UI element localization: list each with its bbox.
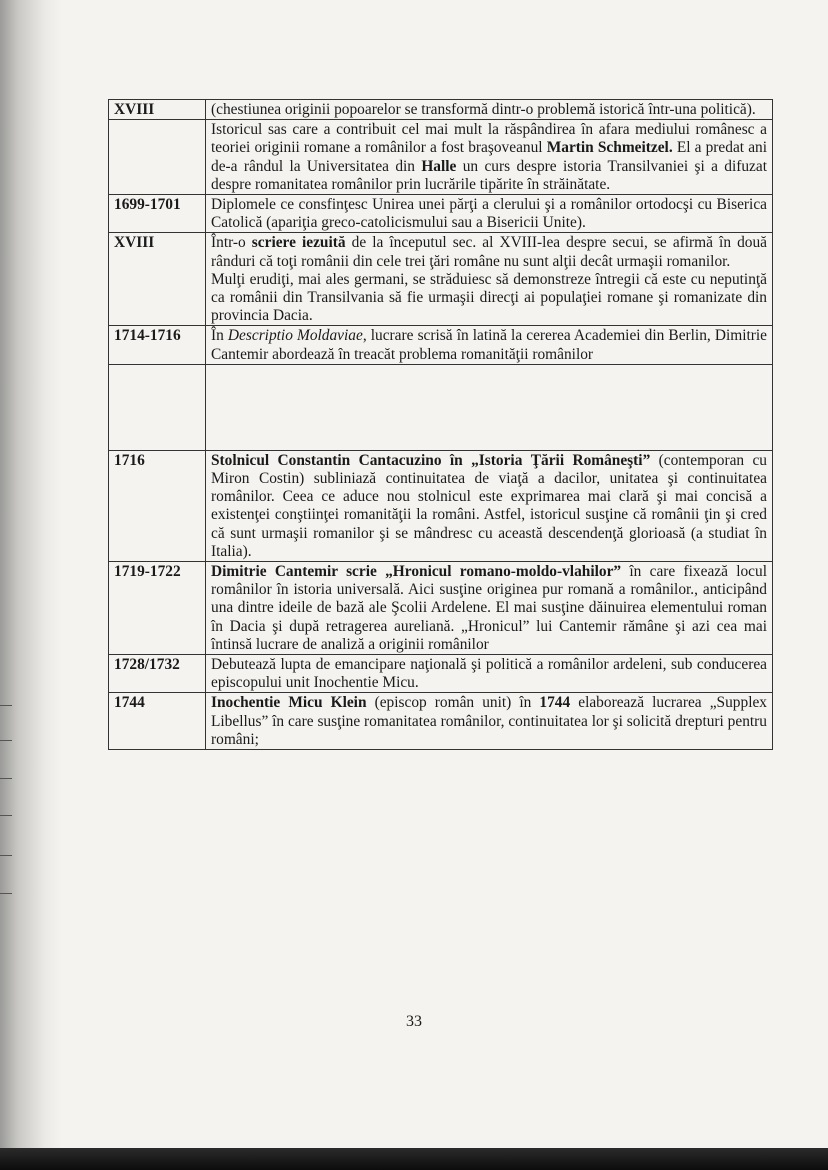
table-row <box>109 655 773 693</box>
year-cell: 1728/1732 <box>109 655 206 693</box>
year-cell: 1714-1716 <box>109 326 206 364</box>
text-cell: (chestiunea originii popoarelor se transformă dintr-o problemă istorică într-una politică). <box>206 100 773 120</box>
table-row <box>109 326 773 364</box>
year-cell: 1744 <box>109 693 206 750</box>
text-cell: Diplomele ce consfinţesc Unirea unei părţi a clerului şi a românilor ortodocşi cu Biserica Catolică (apariţia greco-catolicismului sau a Bisericii Unite). <box>206 195 773 233</box>
text-cell: Istoricul sas care a contribuit cel mai mult la răspândirea în afara mediului românesc a teoriei originii romane a românilor a fost braşoveanul Martin Schmeitzel. El a predat ani de-a rândul la Universitatea din Halle un curs despre istoria Transilvaniei şi a difuzat despre romanitatea românilor prin lucrările tipărite în străinătate. <box>206 120 773 195</box>
text-cell: Stolnicul Constantin Cantacuzino în „Istoria Ţării Româneşti” (contemporan cu Miron Costin) subliniază continuitatea de viaţă a dacilor, unitatea şi continuitatea românilor. Ceea ce aduce nou stolnicul este exprimarea mai clară şi mai concisă a existenţei conştiinţei romanităţii la români. Astfel, istoricul susţine că românii ţin şi cred că sunt urmaşii romanilor şi se mândresc cu această descendenţă glorioasă (a studiat în Italia). <box>206 450 773 561</box>
year-cell: 1716 <box>109 450 206 561</box>
binding-edge-mark <box>0 705 12 706</box>
table-row <box>109 233 773 326</box>
text-cell: În Descriptio Moldaviae, lucrare scrisă în latină la cererea Academiei din Berlin, Dimitrie Cantemir abordează în treacăt problema romanităţii românilor <box>206 326 773 364</box>
table-row <box>109 120 773 195</box>
table-row <box>109 693 773 750</box>
binding-edge-mark <box>0 855 12 856</box>
year-cell: 1699-1701 <box>109 195 206 233</box>
text-cell: Într-o scriere iezuită de la începutul sec. al XVIII-lea despre secui, se afirmă în două rânduri că toţi românii din cele trei ţări române nu sunt alţii decât urmaşii romanilor. Mulţi erudiţi, mai ales germani, se străduiesc să demonstreze întregii că este cu neputinţă ca românii din Transilvania să fie urmaşii direcţi ai populaţiei romane şi romanizate din provincia Dacia. <box>206 233 773 326</box>
text-cell: Dimitrie Cantemir scrie „Hronicul romano-moldo-vlahilor” în care fixează locul românilor în istoria universală. Aici susţine originea pur romană a românilor., anticipând una dintre ideile de bază ale Şcolii Ardelene. El mai susţine dăinuirea elementului roman în Dacia şi după retragerea aureliană. „Hronicul” lui Cantemir rămâne şi azi cea mai întinsă lucrare de analiză a originii românilor <box>206 562 773 655</box>
year-cell: XVIII <box>109 100 206 120</box>
text-cell: Inochentie Micu Klein (episcop român unit) în 1744 elaborează lucrarea „Supplex Libellus” în care susţine romanitatea românilor, continuitatea lor şi solicită drepturi pentru români; <box>206 693 773 750</box>
table-row <box>109 195 773 233</box>
binding-edge-mark <box>0 815 12 816</box>
table-row <box>109 100 773 120</box>
page-number: 33 <box>406 1013 422 1030</box>
table-row <box>109 364 773 450</box>
table-row <box>109 562 773 655</box>
text-cell: Debutează lupta de emancipare naţională şi politică a românilor ardeleni, sub conducerea episcopului unit Inochentie Micu. <box>206 655 773 693</box>
year-cell <box>109 120 206 195</box>
scan-bottom-edge <box>0 1148 828 1170</box>
binding-edge-mark <box>0 740 12 741</box>
binding-edge-mark <box>0 778 12 779</box>
page-binding-shadow <box>0 0 62 1150</box>
chronology-table <box>108 99 773 750</box>
year-cell <box>109 364 206 450</box>
year-cell: 1719-1722 <box>109 562 206 655</box>
table-row <box>109 450 773 561</box>
text-cell <box>206 364 773 450</box>
year-cell: XVIII <box>109 233 206 326</box>
binding-edge-mark <box>0 893 12 894</box>
